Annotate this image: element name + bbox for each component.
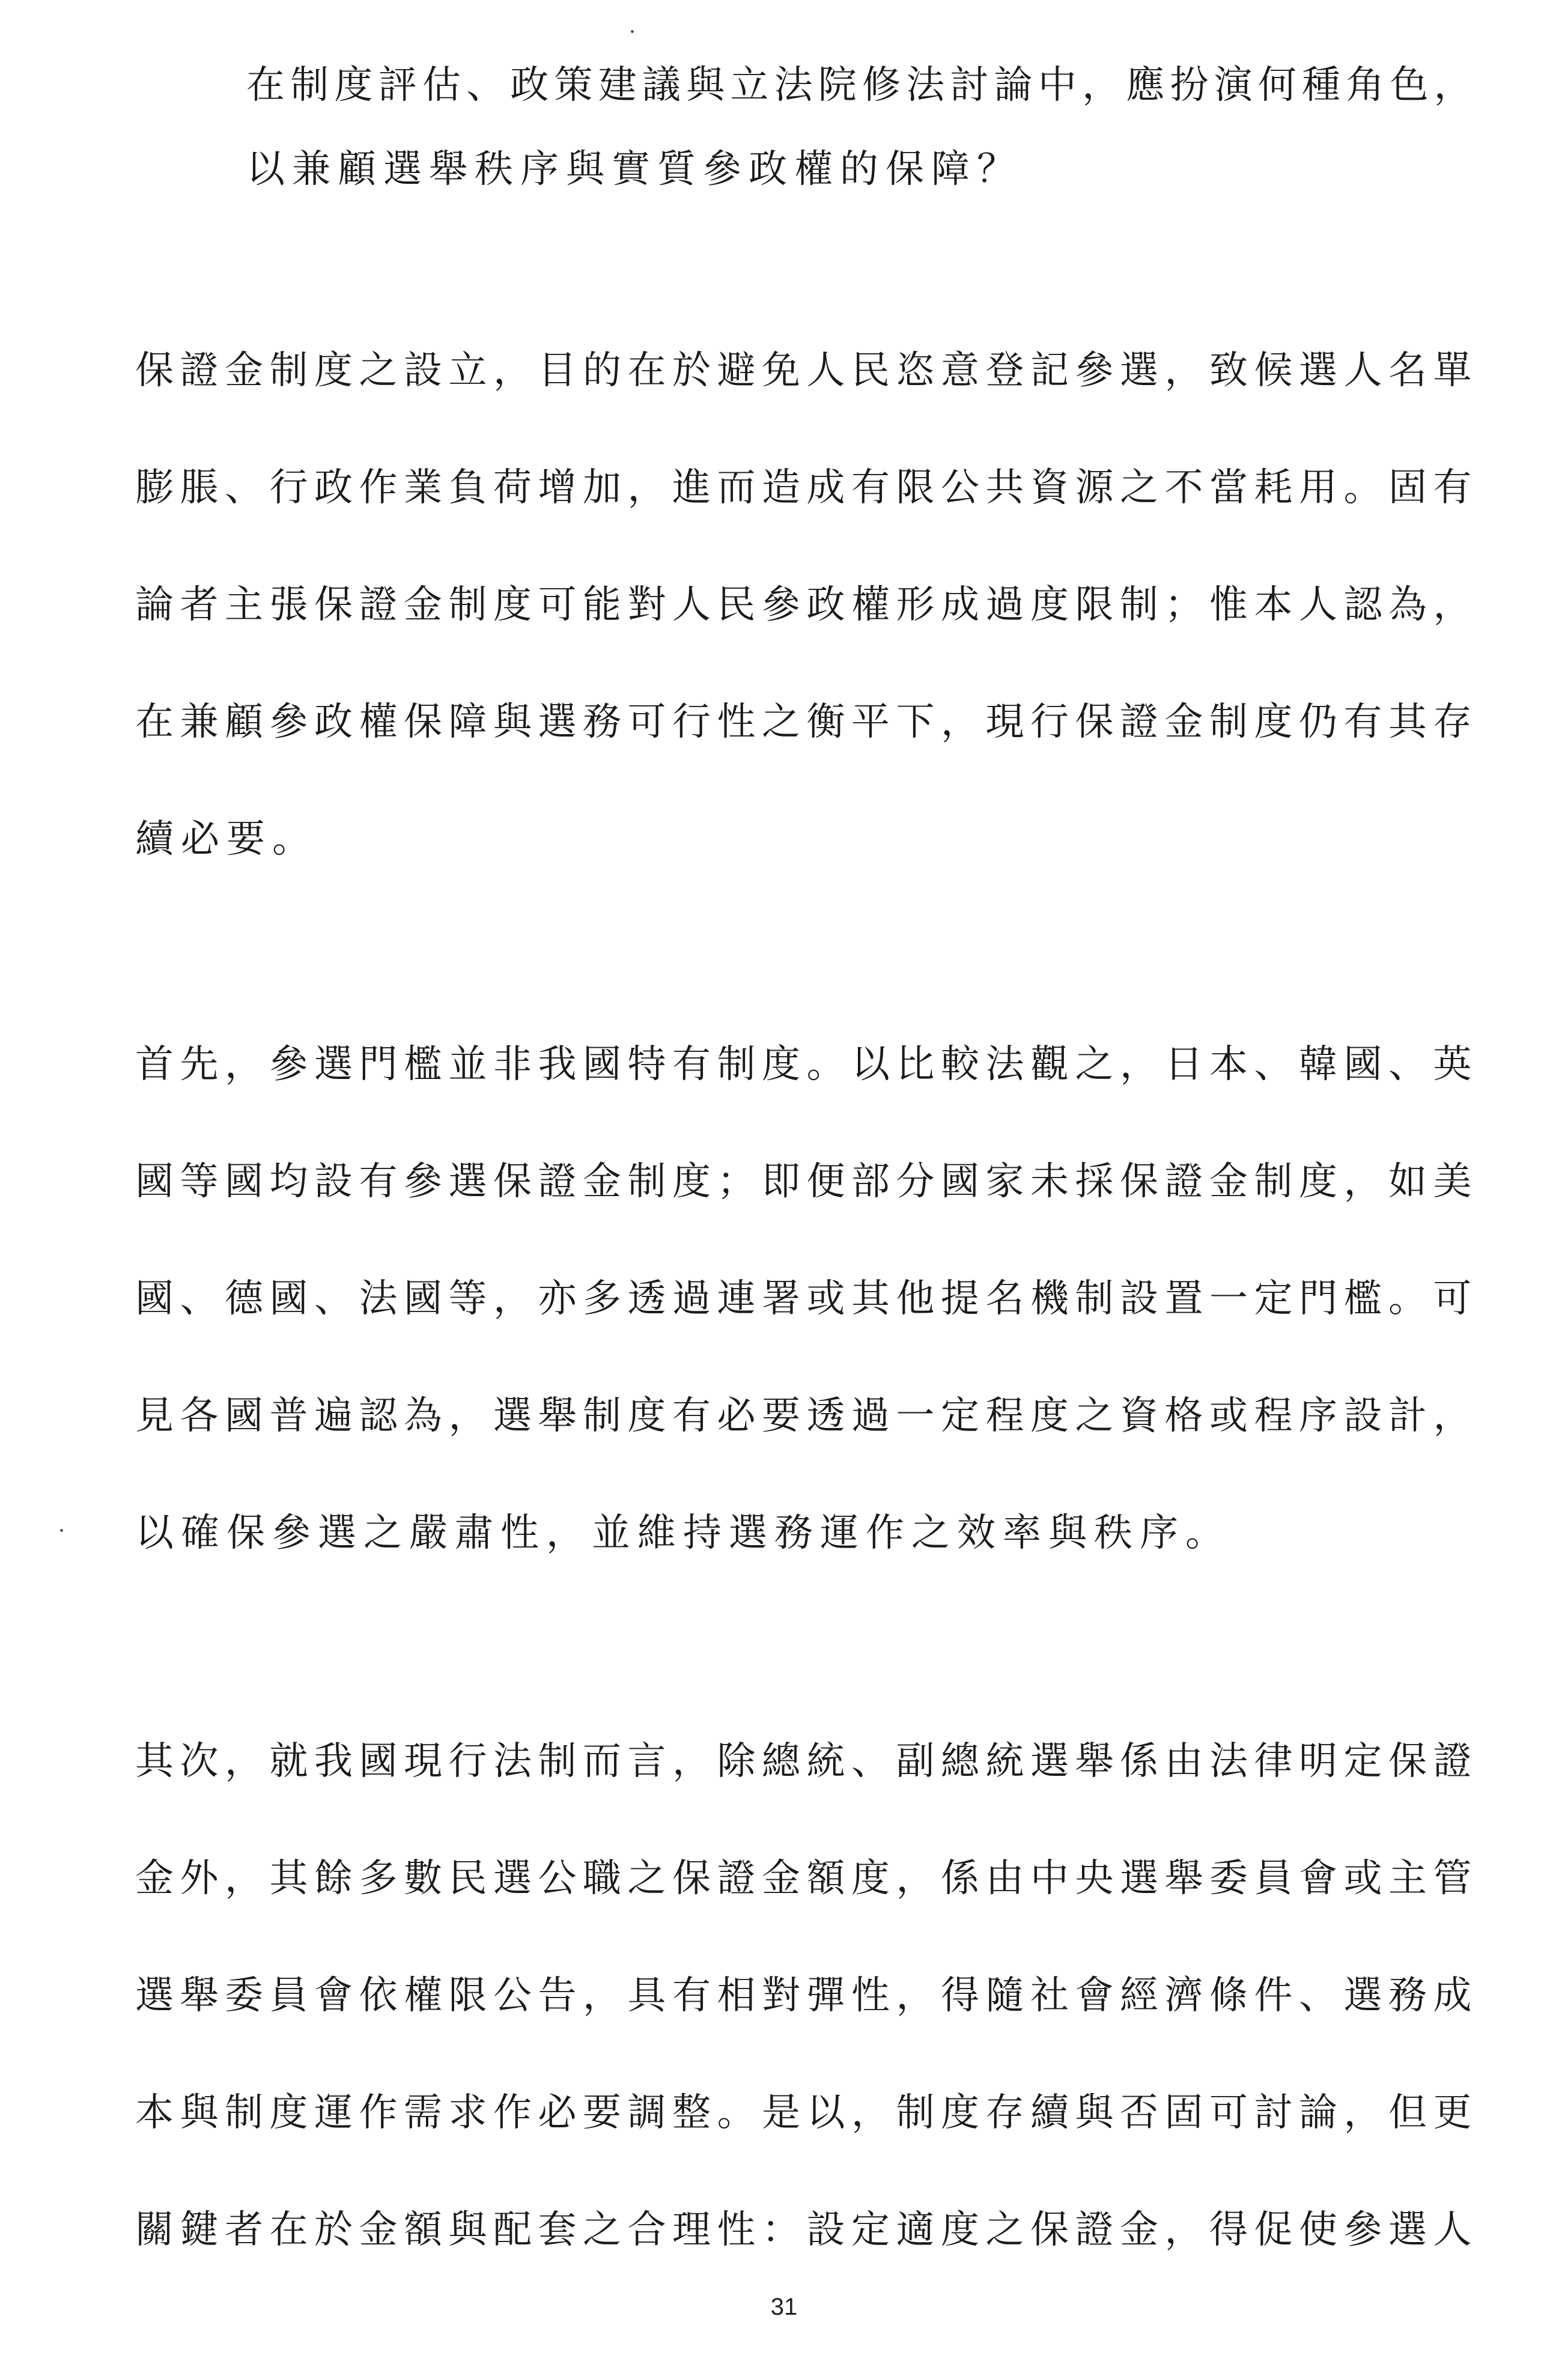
page-number: 31: [770, 2294, 798, 2320]
paragraph-line: 其次，就我國現行法制而言，除總統、副總統選舉係由法律明定保證: [135, 1739, 1478, 1784]
question-line: 在制度評估、政策建議與立法院修法討論中，應扮演何種角色，: [246, 63, 1478, 108]
paragraph-line: 選舉委員會依權限公告，具有相對彈性，得隨社會經濟條件、選務成: [135, 1974, 1478, 2018]
paragraph-line: 國、德國、法國等，亦多透過連署或其他提名機制設置一定門檻。可: [135, 1277, 1478, 1321]
paragraph-line: 見各國普遍認為，選舉制度有必要透過一定程度之資格或程序設計，: [135, 1394, 1478, 1438]
paragraph-line: 膨脹、行政作業負荷增加，進而造成有限公共資源之不當耗用。固有: [135, 466, 1478, 510]
paragraph-line: 金外，其餘多數民選公職之保證金額度，係由中央選舉委員會或主管: [135, 1856, 1478, 1901]
question-line: 以兼顧選舉秩序與實質參政權的保障？: [246, 147, 1023, 192]
scan-speck: [631, 30, 634, 33]
paragraph-line: 本與制度運作需求作必要調整。是以，制度存續與否固可討論，但更: [135, 2091, 1478, 2135]
paragraph-line: 國等國均設有參選保證金制度；即便部分國家未採保證金制度，如美: [135, 1159, 1478, 1204]
paragraph-line: 以確保參選之嚴肅性，並維持選務運作之效率與秩序。: [135, 1511, 1231, 1555]
paragraph-line: 論者主張保證金制度可能對人民參政權形成過度限制；惟本人認為，: [135, 583, 1478, 627]
paragraph-line: 續必要。: [135, 817, 318, 861]
paragraph-line: 保證金制度之設立，目的在於避免人民恣意登記參選，致候選人名單: [135, 348, 1478, 393]
paragraph-line: 首先，參選門檻並非我國特有制度。以比較法觀之，日本、韓國、英: [135, 1042, 1478, 1087]
paragraph-line: 在兼顧參政權保障與選務可行性之衡平下，現行保證金制度仍有其存: [135, 700, 1478, 744]
scan-speck: [60, 1529, 63, 1532]
paragraph-line: 關鍵者在於金額與配套之合理性：設定適度之保證金，得促使參選人: [135, 2208, 1478, 2252]
